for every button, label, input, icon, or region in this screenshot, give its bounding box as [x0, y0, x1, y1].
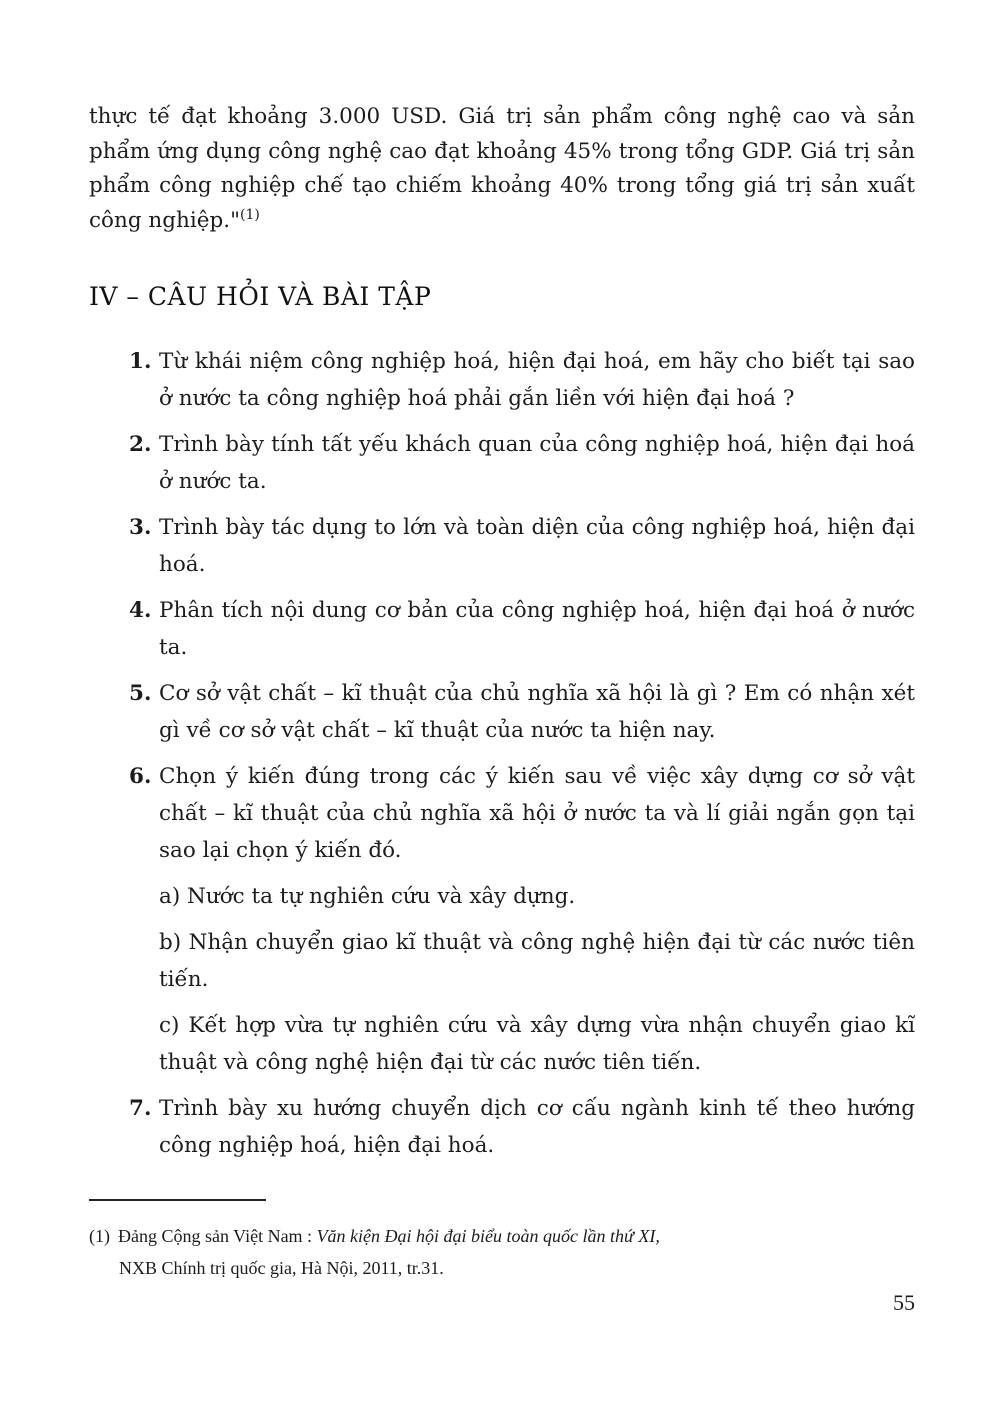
question-text: Từ khái niệm công nghiệp hoá, hiện đại hoá, em hãy cho biết tại sao ở nước ta công nghiệp hoá phải gắn liền với hiện đại hoá ?: [159, 349, 915, 411]
question-number: 3.: [129, 515, 152, 540]
question-text: Trình bày tính tất yếu khách quan của công nghiệp hoá, hiện đại hoá ở nước ta.: [159, 432, 915, 494]
question-text: Trình bày xu hướng chuyển dịch cơ cấu ngành kinh tế theo hướng công nghiệp hoá, hiện đại hoá.: [159, 1096, 915, 1158]
footnote-divider: [89, 1199, 266, 1201]
option-b: b) Nhận chuyển giao kĩ thuật và công nghệ hiện đại từ các nước tiên tiến.: [159, 930, 915, 992]
question-text: Cơ sở vật chất – kĩ thuật của chủ nghĩa xã hội là gì ? Em có nhận xét gì về cơ sở vật chất – kĩ thuật của nước ta hiện nay.: [159, 681, 915, 743]
question-number: 7.: [129, 1096, 152, 1121]
option-a: a) Nước ta tự nghiên cứu và xây dựng.: [159, 884, 576, 909]
question-item: [89, 1090, 915, 1164]
question-number: 6.: [129, 764, 152, 789]
footnote-marker: (1): [89, 1226, 110, 1246]
question-number: 2.: [129, 432, 152, 457]
question-item: [89, 758, 915, 1081]
option-list: [159, 878, 915, 1081]
question-text: Trình bày tác dụng to lớn và toàn diện của công nghiệp hoá, hiện đại hoá.: [159, 515, 915, 577]
intro-text: thực tế đạt khoảng 3.000 USD. Giá trị sản phẩm công nghệ cao và sản phẩm ứng dụng công nghệ cao đạt khoảng 45% trong tổng GDP. Giá trị sản phẩm công nghiệp chế tạo chiếm khoảng 40% trong tổng giá trị sản xuất công nghiệp.": [89, 104, 915, 233]
question-number: 5.: [129, 681, 152, 706]
footnote-publisher: NXB Chính trị quốc gia, Hà Nội, 2011, tr.31.: [119, 1258, 444, 1278]
footnote-reference: (1): [239, 206, 260, 223]
footnote-author: Đảng Cộng sản Việt Nam :: [118, 1226, 317, 1246]
question-number: 1.: [129, 349, 152, 374]
option-c: c) Kết hợp vừa tự nghiên cứu và xây dựng vừa nhận chuyển giao kĩ thuật và công nghệ hiện đại từ các nước tiên tiến.: [159, 1013, 915, 1075]
question-item: [89, 509, 915, 583]
question-number: 4.: [129, 598, 152, 623]
question-list: [89, 343, 915, 1173]
question-text: Phân tích nội dung cơ bản của công nghiệp hoá, hiện đại hoá ở nước ta.: [159, 598, 915, 660]
question-text: Chọn ý kiến đúng trong các ý kiến sau về việc xây dựng cơ sở vật chất – kĩ thuật của chủ nghĩa xã hội ở nước ta và lí giải ngắn gọn tại sao lại chọn ý kiến đó.: [159, 764, 915, 863]
section-title: IV – CÂU HỎI VÀ BÀI TẬP: [89, 282, 432, 311]
question-item: [89, 675, 915, 749]
question-item: [89, 426, 915, 500]
footnote: [89, 1220, 915, 1284]
question-item: [89, 343, 915, 417]
page-number: 55: [893, 1290, 915, 1315]
question-item: [89, 592, 915, 666]
intro-paragraph: [89, 100, 915, 238]
footnote-title: Văn kiện Đại hội đại biểu toàn quốc lần thứ XI,: [316, 1226, 660, 1246]
